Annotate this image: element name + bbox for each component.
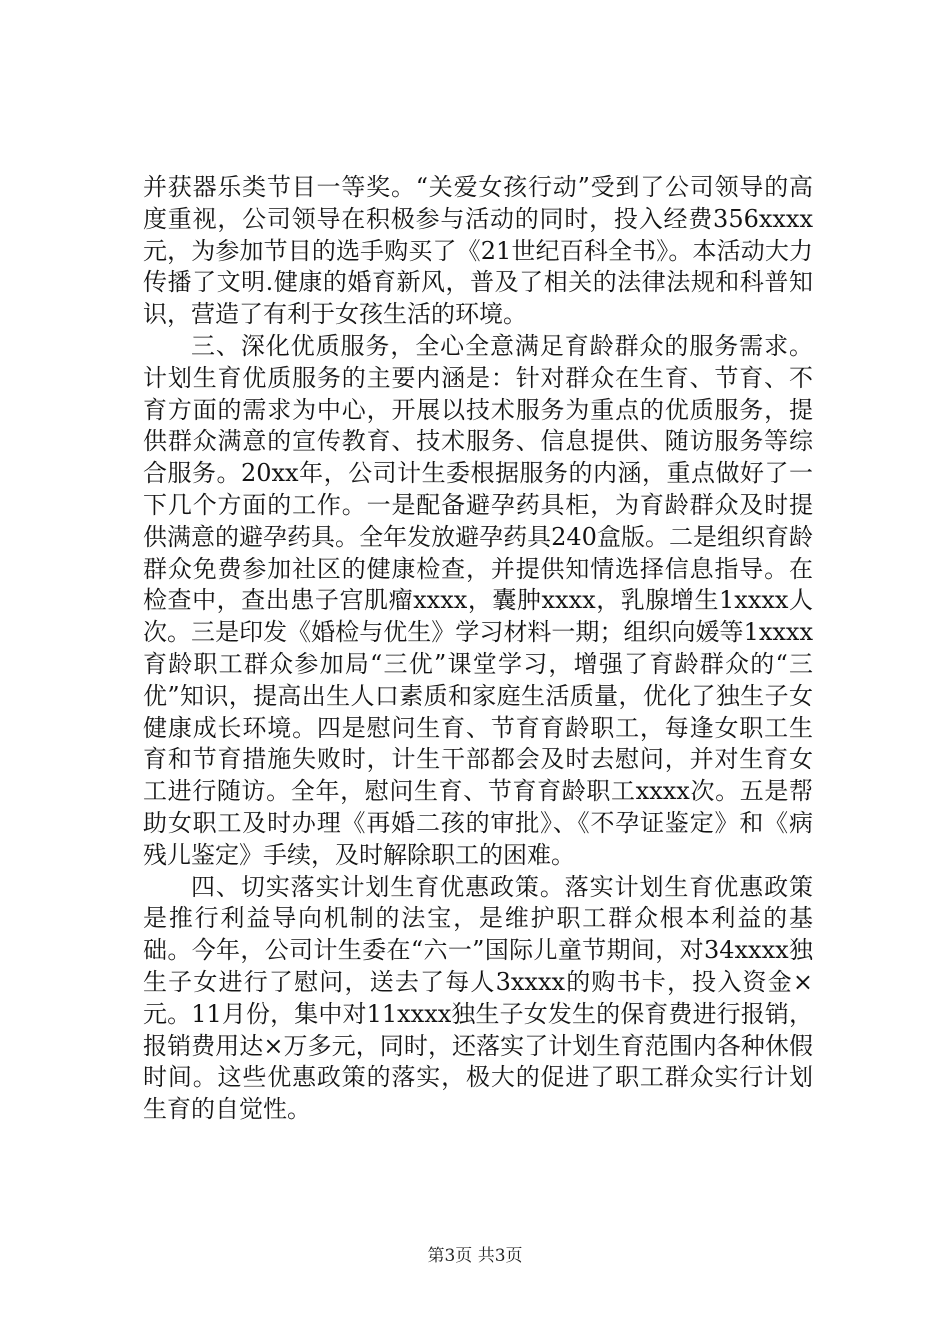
paragraph-section-three: 三、深化优质服务，全心全意满足育龄群众的服务需求。计划生育优质服务的主要内涵是：针对群众在生育、节育、不育方面的需求为中心，开展以技术服务为重点的优质服务，提供群众满意的宣传教育、技术服务、信息提供、随访服务等综合服务。20xx年，公司计生委根据服务的内涵，重点做好了一下几个方面的工作。一是配备避孕药具柜，为育龄群众及时提供满意的避孕药具。全年发放避孕药具240盒版。二是组织育龄群众免费参加社区的健康检查，并提供知情选择信息指导。在检查中，查出患子宫肌瘤xxxx，囊肿xxxx，乳腺增生1xxxx人次。三是印发《婚检与优生》学习材料一期；组织向媛等1xxxx育龄职工群众参加局“三优”课堂学习，增强了育龄群众的“三优”知识，提高出生人口素质和家庭生活质量，优化了独生子女健康成长环境。四是慰问生育、节育育龄职工，每逢女职工生育和节育措施失败时，计生干部都会及时去慰问，并对生育女工进行随访。全年，慰问生育、节育育龄职工xxxx次。五是帮助女职工及时办理《再婚二孩的审批》、《不孕证鉴定》和《病残儿鉴定》手续，及时解除职工的困难。: [143, 331, 813, 869]
document-body: [143, 172, 813, 1126]
paragraph-section-four: 四、切实落实计划生育优惠政策。落实计划生育优惠政策是推行利益导向机制的法宝，是维护职工群众根本利益的基础。今年，公司计生委在“六一”国际儿童节期间，对34xxxx独生子女进行了慰问，送去了每人3xxxx的购书卡，投入资金×元。11月份，集中对11xxxx独生子女发生的保育费进行报销，报销费用达×万多元，同时，还落实了计划生育范围内各种休假时间。这些优惠政策的落实，极大的促进了职工群众实行计划生育的自觉性。: [143, 872, 813, 1124]
page-footer: 第3页 共3页: [427, 1246, 523, 1266]
paragraph-continuation: 并获器乐类节目一等奖。“关爱女孩行动”受到了公司领导的高度重视，公司领导在积极参与活动的同时，投入经费356xxxx元，为参加节目的选手购买了《21世纪百科全书》。本活动大力传播了文明.健康的婚育新风，普及了相关的法律法规和科普知识，营造了有利于女孩生活的环境。: [143, 173, 813, 329]
